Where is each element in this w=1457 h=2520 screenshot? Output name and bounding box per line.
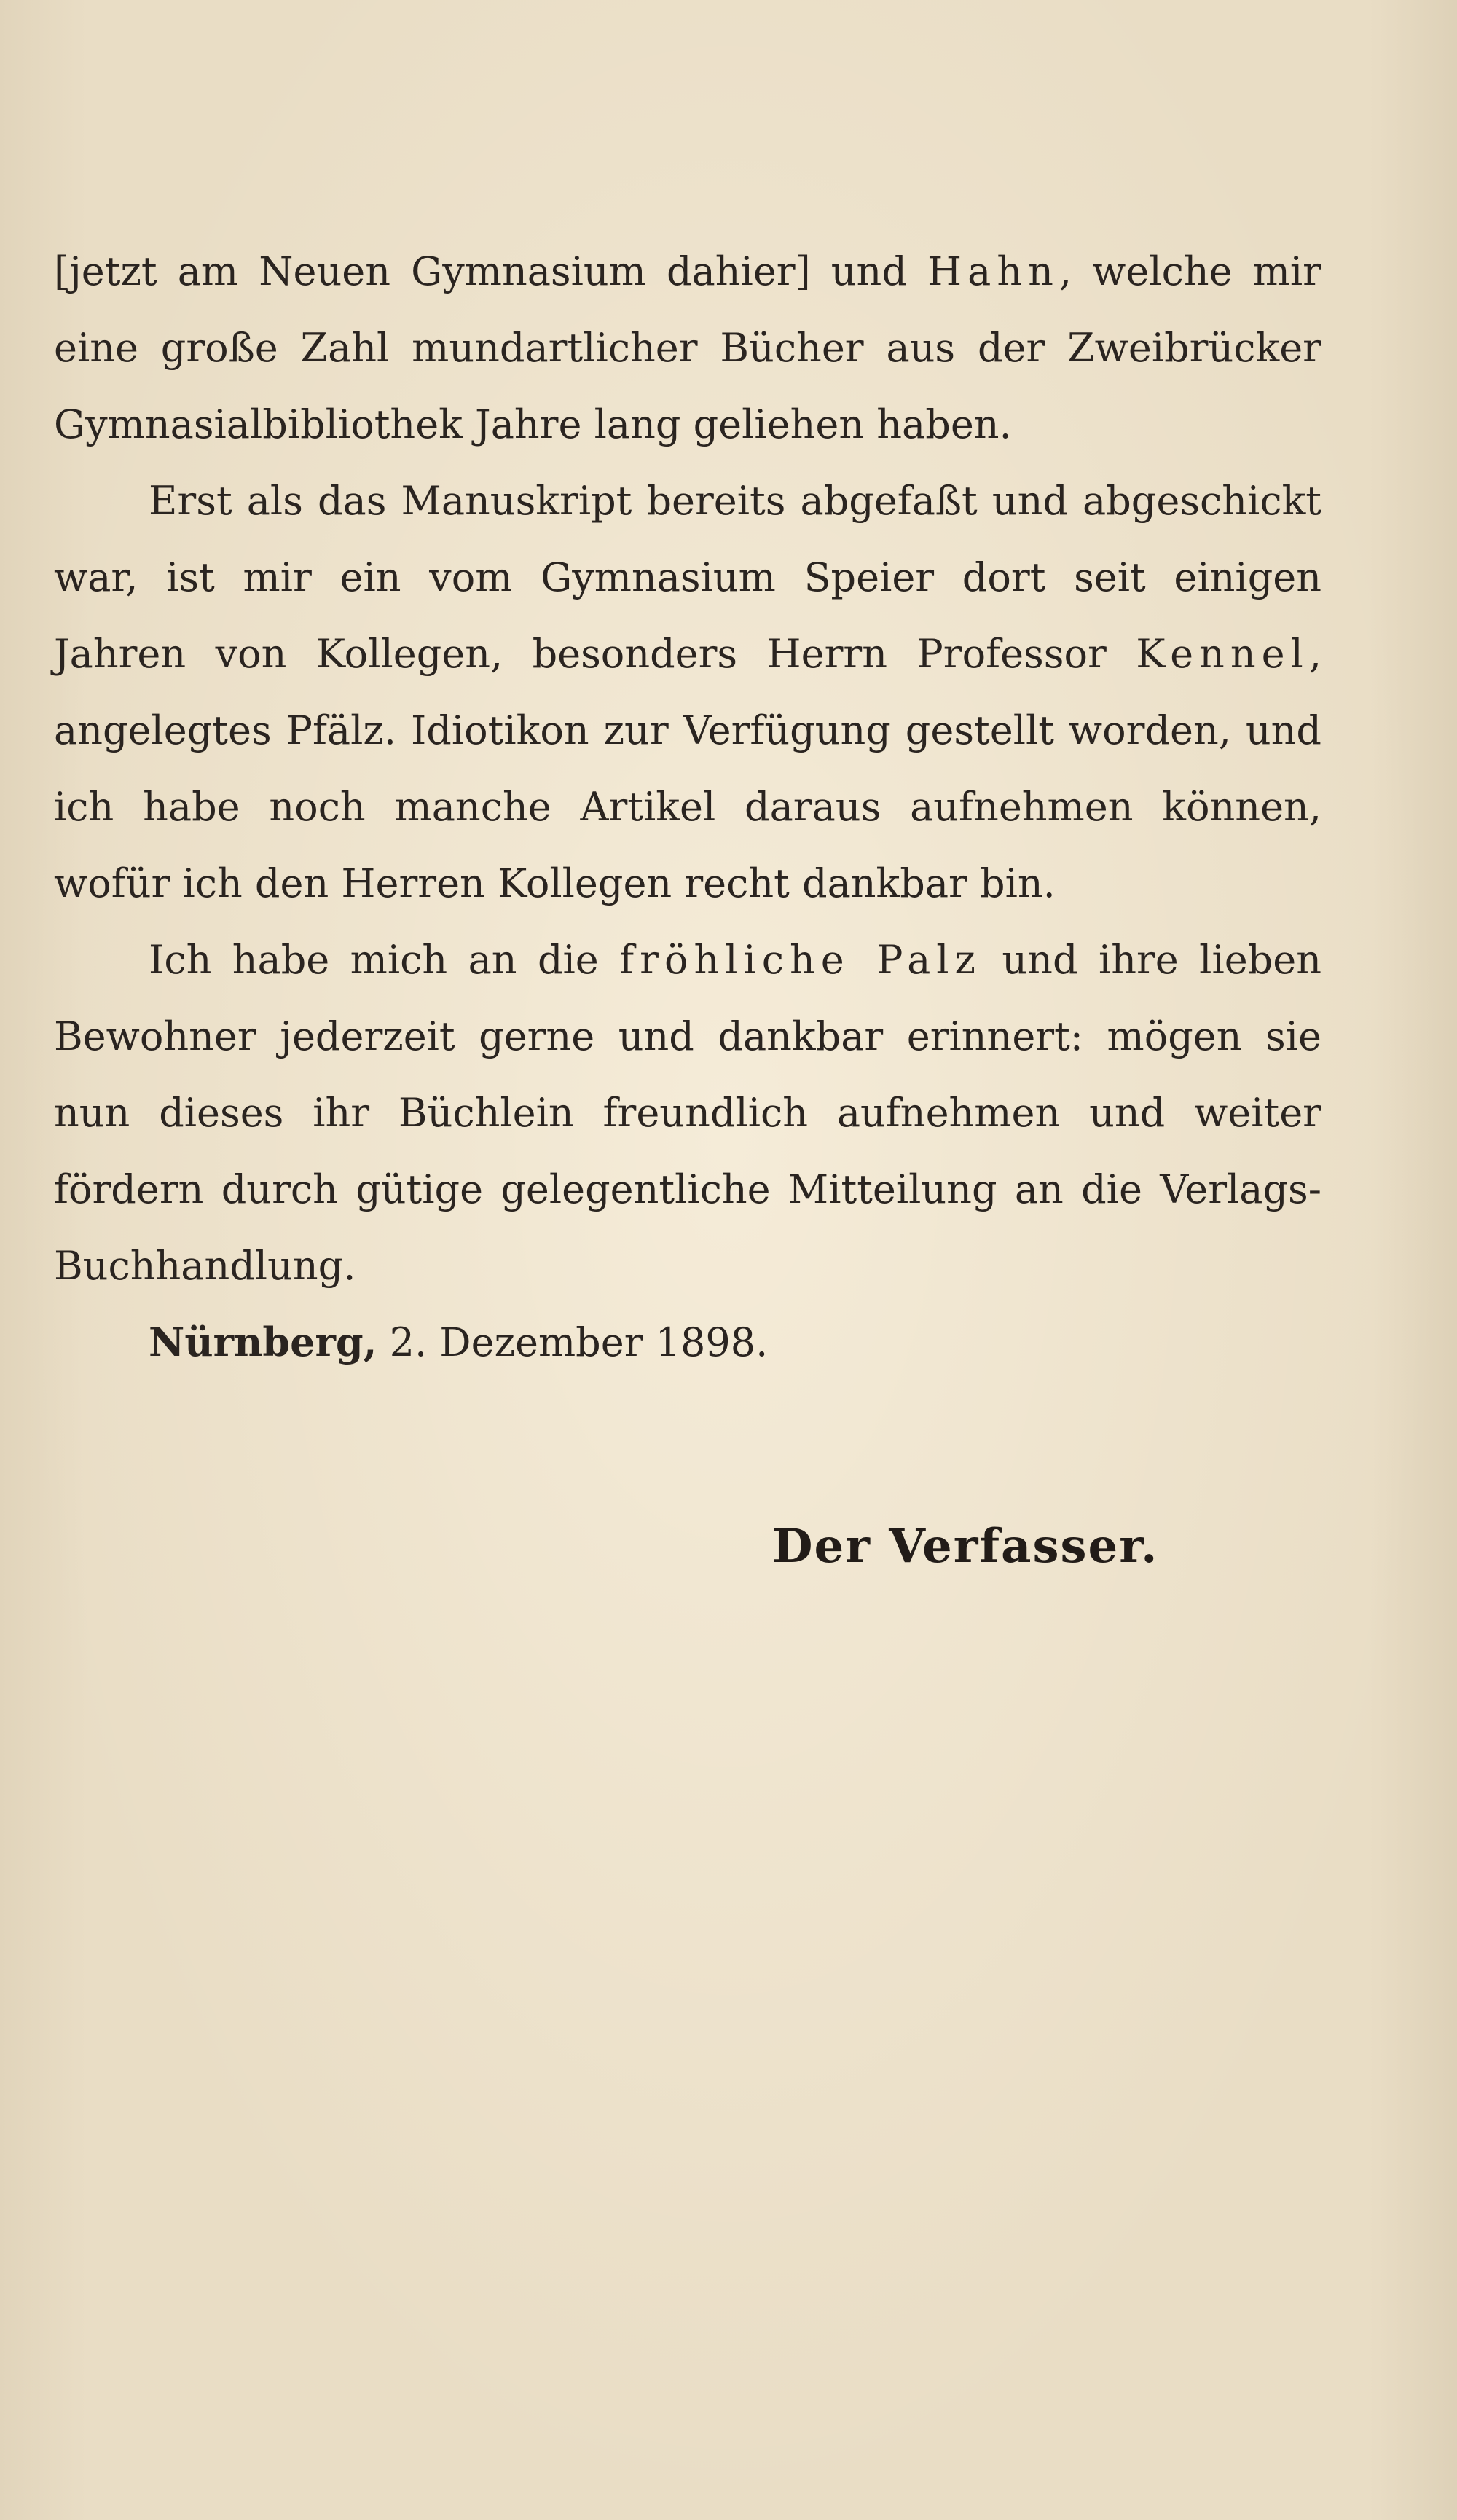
paragraph-3 — [54, 922, 1321, 1304]
paragraph-1 — [54, 233, 1321, 463]
paragraph-3-post: und ihre lieben Bewohner jederzeit gerne und dankbar erinnert: mögen sie nun dieses ihr Büchlein freundlich aufnehmen und weiter fördern durch gütige gelegentliche Mitteilung an die Verlags-Buchhandlung. — [54, 937, 1321, 1289]
paragraph-3-pre: Ich habe mich an die — [149, 937, 620, 983]
paragraph-2-post: , angelegtes Pfälz. Idiotikon zur Verfügung gestellt worden, und ich habe noch manche Artikel daraus aufnehmen können, wofür ich den Herren Kollegen recht dankbar bin. — [54, 631, 1321, 906]
place: Nürnberg, — [149, 1319, 377, 1365]
paragraph-2-spaced-name: Kennel — [1136, 631, 1309, 677]
paragraph-1-pre: [jetzt am Neuen Gymnasium dahier] und — [54, 248, 928, 294]
place-date-line — [54, 1304, 1321, 1381]
paragraph-1-post: , welche mir eine große Zahl mundartlicher Bücher aus der Zweibrücker Gymnasialbibliothek Jahre lang geliehen haben. — [54, 248, 1321, 447]
paragraph-1-spaced-name: Hahn — [927, 248, 1059, 294]
paragraph-2-pre: Erst als das Manuskript bereits abgefaßt und abgeschickt war, ist mir ein vom Gymnasium Speier dort seit einigen Jahren von Kollegen, besonders Herrn Professor — [54, 478, 1321, 677]
date: 2. Dezember 1898. — [389, 1319, 769, 1365]
preface-text — [54, 233, 1321, 1381]
paragraph-3-spaced-name: fröhliche Palz — [619, 937, 981, 983]
paragraph-2 — [54, 463, 1321, 922]
signature: Der Verfasser. — [772, 1519, 1159, 1574]
